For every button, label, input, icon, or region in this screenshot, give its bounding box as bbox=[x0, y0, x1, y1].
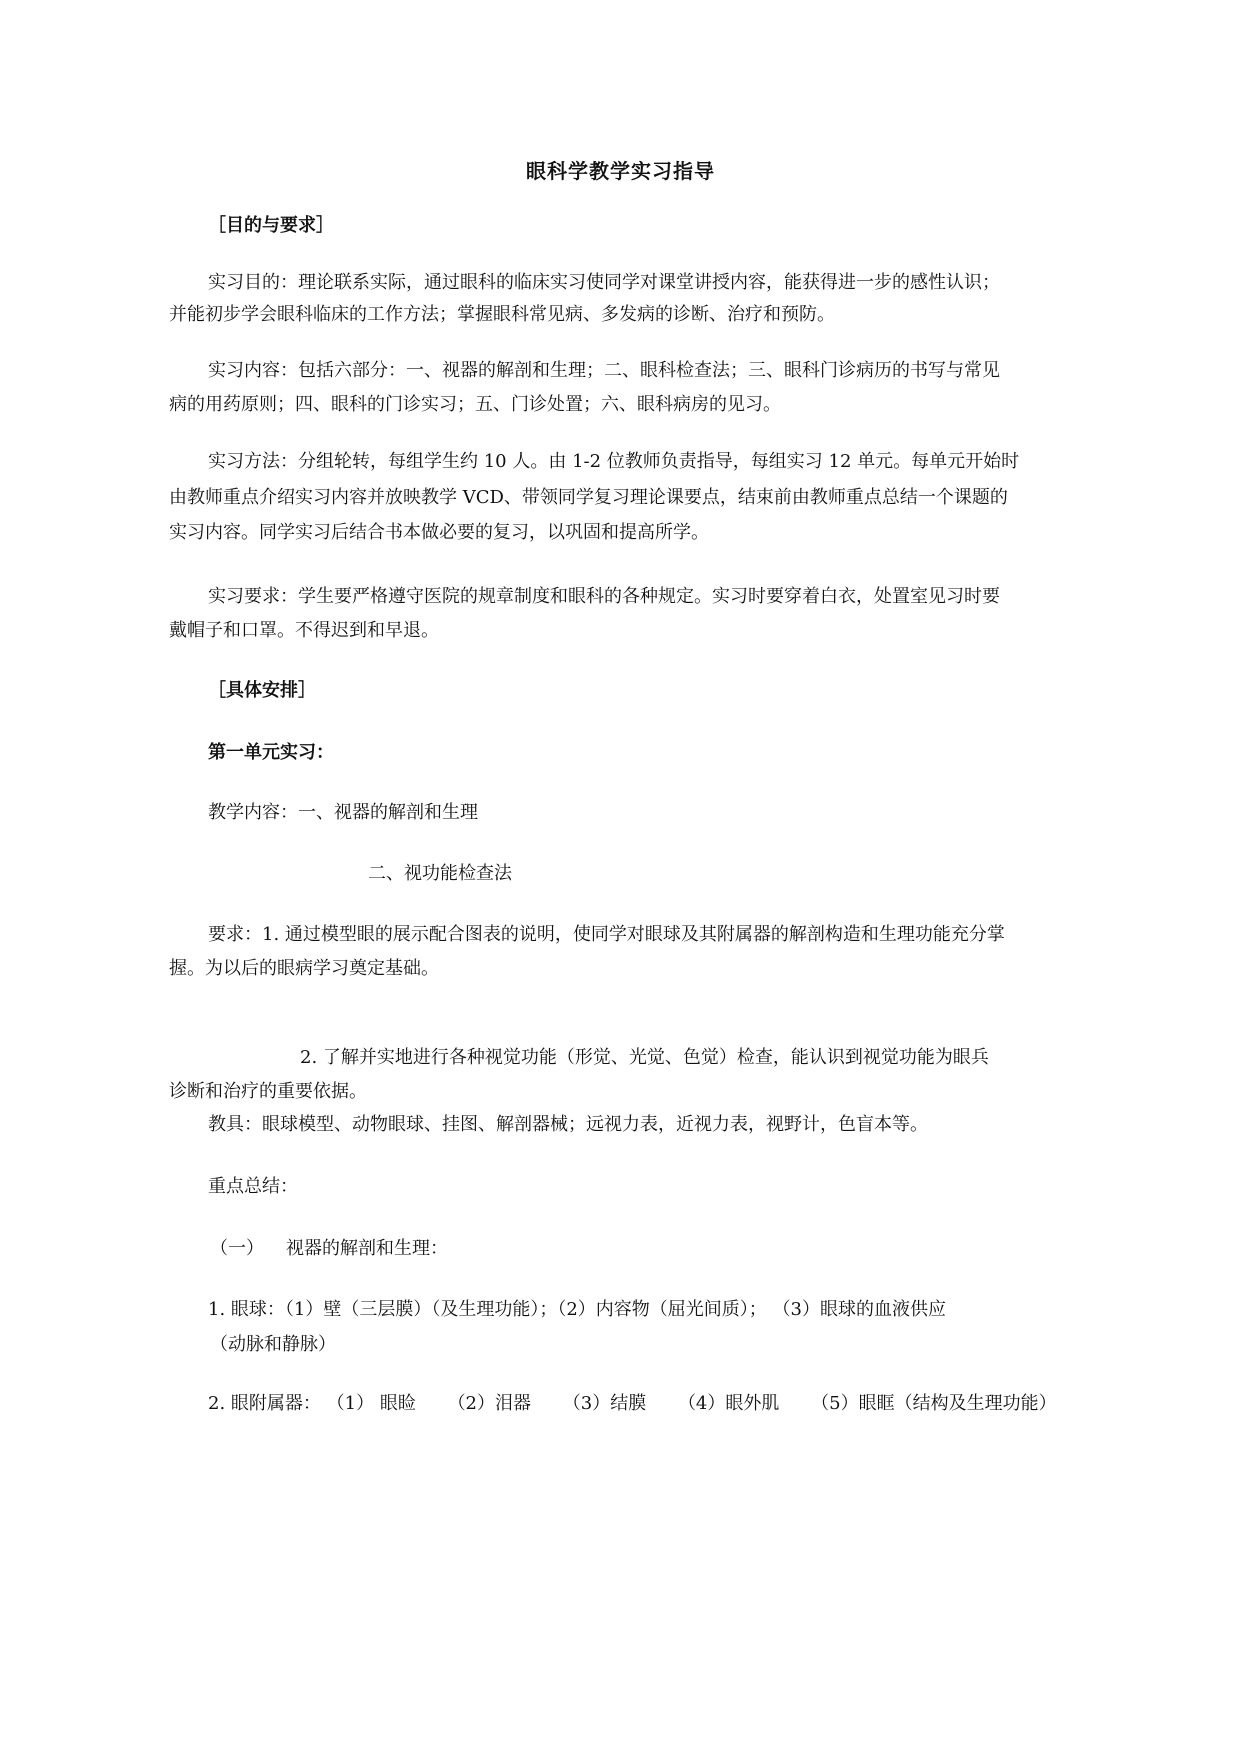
requirement-1-line-1: 要求：1. 通过模型眼的展示配合图表的说明，使同学对眼球及其附属器的解剖构造和生理功能充分掌 bbox=[208, 924, 1005, 945]
requirement-1-line-2: 握。为以后的眼病学习奠定基础。 bbox=[169, 958, 439, 979]
teaching-content-line-2: 二、视功能检查法 bbox=[368, 863, 512, 884]
purpose-line-1: 实习目的：理论联系实际，通过眼科的临床实习使同学对课堂讲授内容，能获得进一步的感性认识； bbox=[208, 272, 1000, 293]
document-title: 眼科学教学实习指导 bbox=[526, 159, 715, 183]
eyeball-line-2: （动脉和静脉） bbox=[210, 1334, 336, 1355]
requirement-line-1: 实习要求：学生要严格遵守医院的规章制度和眼科的各种规定。实习时要穿着白衣，处置室见习时要 bbox=[208, 586, 1000, 607]
content-line-2: 病的用药原则；四、眼科的门诊实习；五、门诊处置；六、眼科病房的见习。 bbox=[169, 394, 781, 415]
teaching-content-line-1: 教学内容：一、视器的解剖和生理 bbox=[208, 802, 478, 823]
section-heading-purpose: ［目的与要求］ bbox=[208, 215, 334, 236]
adnexa-label: 2. 眼附属器： bbox=[208, 1393, 321, 1414]
requirement-line-2: 戴帽子和口罩。不得迟到和早退。 bbox=[169, 620, 439, 641]
requirement-2-line-2: 诊断和治疗的重要依据。 bbox=[169, 1081, 367, 1102]
section-heading-arrangement: ［具体安排］ bbox=[208, 680, 316, 701]
eyeball-line-1: 1. 眼球：（1）壁（三层膜）（及生理功能）；（2）内容物（屈光间质）； （3）眼球的血液供应 bbox=[208, 1299, 946, 1320]
method-line-3: 实习内容。同学实习后结合书本做必要的复习，以巩固和提高所学。 bbox=[169, 522, 709, 543]
subsection-1-title: 视器的解剖和生理： bbox=[286, 1238, 448, 1259]
subsection-1 bbox=[210, 1230, 448, 1268]
adnexa-item: （4）眼外肌 bbox=[677, 1393, 780, 1414]
requirement-2-line-1: 2. 了解并实地进行各种视觉功能（形觉、光觉、色觉）检查，能认识到视觉功能为眼兵 bbox=[300, 1047, 989, 1068]
subsection-1-number: （一） bbox=[210, 1238, 264, 1259]
content-line-1: 实习内容：包括六部分：一、视器的解剖和生理；二、眼科检查法；三、眼科门诊病历的书写与常见 bbox=[208, 360, 1000, 381]
teaching-tools: 教具：眼球模型、动物眼球、挂图、解剖器械；远视力表，近视力表，视野计，色盲本等。 bbox=[208, 1114, 928, 1135]
adnexa-item: （2）泪器 bbox=[447, 1393, 532, 1414]
unit1-heading: 第一单元实习： bbox=[208, 742, 334, 763]
adnexa-item: （3）结膜 bbox=[562, 1393, 647, 1414]
method-line-1: 实习方法：分组轮转，每组学生约 10 人。由 1-2 位教师负责指导，每组实习 12 单元。每单元开始时 bbox=[208, 451, 1020, 472]
adnexa-item: （1） 眼睑 bbox=[326, 1393, 416, 1414]
purpose-line-2: 并能初步学会眼科临床的工作方法；掌握眼科常见病、多发病的诊断、治疗和预防。 bbox=[169, 304, 835, 325]
adnexa-item: （5）眼眶（结构及生理功能） bbox=[811, 1393, 1057, 1414]
adnexa-line bbox=[208, 1385, 1057, 1423]
summary-label: 重点总结： bbox=[208, 1176, 298, 1197]
method-line-2: 由教师重点介绍实习内容并放映教学 VCD、带领同学复习理论课要点，结束前由教师重点总结一个课题的 bbox=[169, 487, 1008, 508]
